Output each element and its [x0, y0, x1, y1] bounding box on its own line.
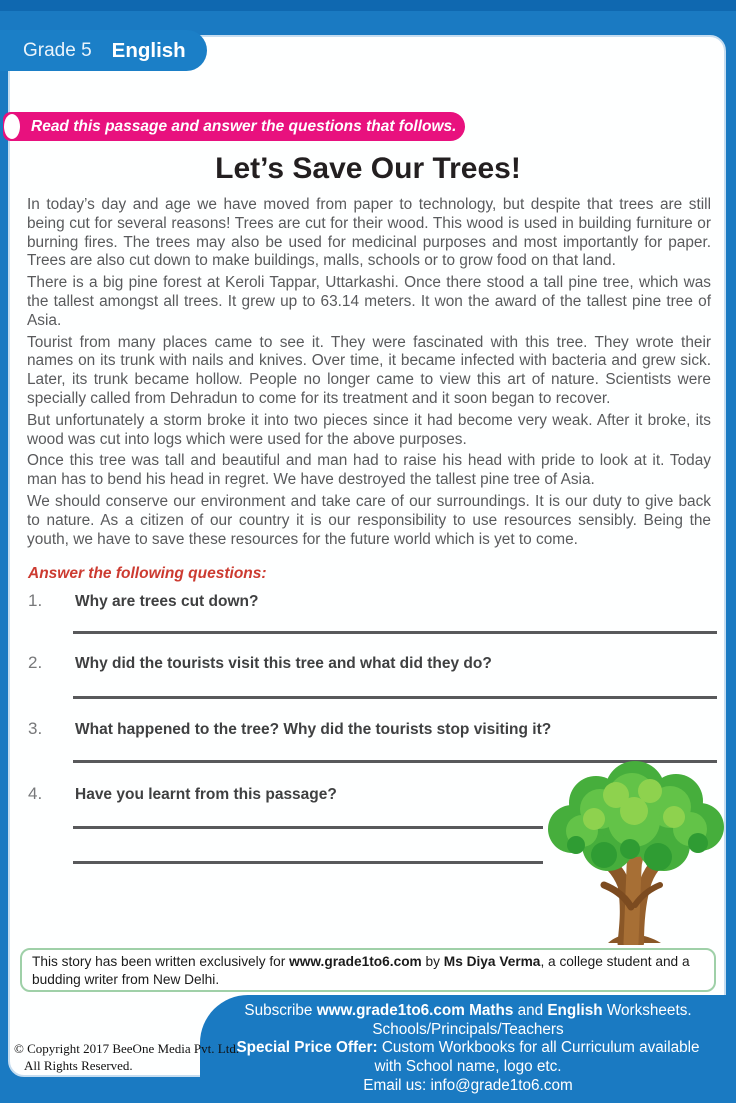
grade-label: Grade 5 — [23, 39, 92, 61]
question-row-2 — [28, 653, 718, 673]
passage-paragraph-1: In today’s day and age we have moved from paper to technology, but despite that trees are still being cut for several reasons! Trees are cut for their wood. This wood is used in building furniture or burning fires. The trees may also be used for medicinal purposes and most importantly for paper. Trees are also cut down to make buildings, malls, schools or to grow food on that land. — [27, 196, 711, 270]
passage-paragraph-2: There is a big pine forest at Keroli Tappar, Uttarkashi. Once there stood a tall pine tree, which was the tallest amongst all trees. It grew up to 63.14 meters. It won the award of the tallest pine tree of Asia. — [27, 274, 711, 329]
passage-paragraph-3: Tourist from many places came to see it. They were fascinated with this tree. They wrote their names on its trunk with nails and knives. Over time, it became infected with bacteria and grew sick. Later, its trunk became hollow. People no longer came to view this art of nature. Scientists were specially called from Dehradun to come for its treatment and it soon began to recover. — [27, 333, 711, 407]
credit-text-1: This story has been written exclusively for — [32, 954, 290, 969]
passage-paragraph-4: But unfortunately a storm broke it into two pieces since it had become very weak. After it broke, its wood was cut into logs which were used for the above purposes. — [27, 411, 711, 448]
author-credit-box — [20, 948, 716, 992]
footer-site-maths: www.grade1to6.com Maths — [316, 1002, 514, 1019]
question-text: Why are trees cut down? — [75, 593, 259, 610]
footer-subscribe-suffix: Worksheets. — [602, 1002, 692, 1019]
question-text: Have you learnt from this passage? — [75, 786, 337, 803]
footer-email-line: Email us: info@grade1to6.com — [363, 1076, 573, 1094]
copyright-line-1: © Copyright 2017 BeeOne Media Pvt. Ltd. — [14, 1041, 240, 1056]
tree-illustration — [538, 757, 732, 945]
subject-label: English — [111, 38, 186, 62]
footer-english: English — [547, 1002, 603, 1019]
question-row-1 — [28, 591, 718, 611]
credit-site: www.grade1to6.com — [289, 954, 422, 969]
question-number: 2. — [28, 653, 43, 672]
question-text: Why did the tourists visit this tree and what did they do? — [75, 655, 492, 672]
credit-text-3: , a college student and a budding writer from New Delhi. — [32, 954, 690, 987]
passage-paragraph-5: Once this tree was tall and beautiful and man had to raise his head with pride to look at it. Today man has to bend his head in regret. We have destroyed the tallest pine tree of Asia. — [27, 452, 711, 489]
passage-paragraph-6: We should conserve our environment and take care of our surroundings. It is our duty to give back to nature. As a citizen of our country it is our responsibility to use resources sensibly. Being the youth, we have to save these resources for the future world which is yet to come. — [27, 492, 711, 548]
pill-bullet-icon — [4, 114, 20, 139]
credit-author: Ms Diya Verma — [443, 954, 541, 969]
footer-school-line: with School name, logo etc. — [374, 1058, 562, 1076]
questions-heading: Answer the following questions: — [28, 565, 267, 582]
credit-text-2: by — [421, 954, 444, 969]
footer-subscribe-line — [200, 1002, 736, 1021]
passage-title: Let’s Save Our Trees! — [215, 152, 521, 185]
copyright-notice — [14, 1040, 239, 1074]
top-banner-strip — [0, 0, 736, 11]
footer-subscribe-prefix: Subscribe — [244, 1002, 317, 1019]
question-number: 4. — [28, 784, 43, 803]
footer-offer-label: Special Price Offer: — [236, 1039, 378, 1057]
question-number: 3. — [28, 719, 43, 738]
passage-body — [27, 196, 711, 552]
instruction-text: Read this passage and answer the questions that follows. — [31, 117, 457, 135]
footer-offer-line — [200, 1039, 736, 1058]
grade-subject-tab — [0, 30, 207, 71]
footer-audience-line: Schools/Principals/Teachers — [372, 1020, 564, 1038]
footer-subscribe-mid: and — [513, 1002, 548, 1019]
answer-line-q2 — [73, 696, 717, 699]
answer-line-q4b — [73, 861, 543, 864]
question-text: What happened to the tree? Why did the tourists stop visiting it? — [75, 721, 552, 738]
answer-line-q1 — [73, 631, 717, 634]
footer-offer-rest: Custom Workbooks for all Curriculum available — [377, 1039, 700, 1057]
question-number: 1. — [28, 591, 43, 610]
question-row-3 — [28, 719, 718, 739]
copyright-line-2: All Rights Reserved. — [24, 1058, 133, 1073]
footer-text-block — [200, 1002, 736, 1096]
answer-line-q4a — [73, 826, 543, 829]
instruction-banner — [3, 112, 465, 141]
